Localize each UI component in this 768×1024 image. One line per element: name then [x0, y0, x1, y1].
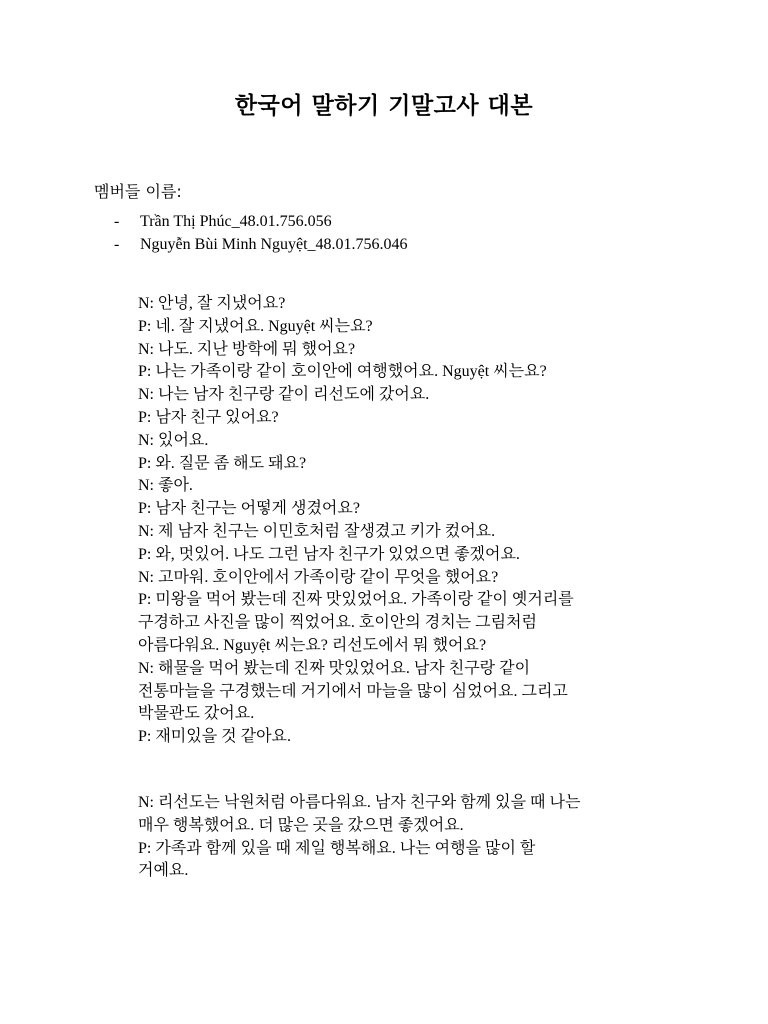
dialogue-line: P: 나는 가족이랑 같이 호이안에 여행했어요. Nguyệt 씨는요?	[138, 363, 547, 381]
dialogue-line: 박물관도 갔어요.	[138, 705, 255, 723]
members-label: 멤버들 이름:	[94, 182, 182, 201]
dialogue-part-1	[138, 293, 698, 749]
list-dash: -	[114, 236, 120, 253]
dialogue-line: N: 해물을 먹어 봤는데 진짜 맛있었어요. 남자 친구랑 같이	[138, 659, 531, 677]
member-item	[114, 210, 408, 233]
dialogue-line: P: 남자 친구 있어요?	[138, 408, 279, 426]
member-name: Trần Thị Phúc_48.01.756.056	[140, 213, 332, 230]
dialogue-line: P: 가족과 함께 있을 때 제일 행복해요. 나는 여행을 많이 할	[138, 839, 536, 857]
dialogue-line: 전통마늘을 구경했는데 거기에서 마늘을 많이 심었어요. 그리고	[138, 682, 568, 700]
dialogue-line: P: 와, 멋있어. 나도 그런 남자 친구가 있었으면 좋겠어요.	[138, 545, 520, 563]
dialogue-line: N: 있어요.	[138, 431, 209, 449]
dialogue-line: P: 남자 친구는 어떻게 생겼어요?	[138, 500, 360, 518]
dialogue-line: N: 안녕, 잘 지냈어요?	[138, 295, 286, 312]
list-dash: -	[114, 213, 120, 230]
member-item	[114, 233, 408, 256]
dialogue-line: N: 제 남자 친구는 이민호처럼 잘생겼고 키가 컸어요.	[138, 522, 496, 540]
dialogue-line: 아름다워요. Nguyệt 씨는요? 리선도에서 뭐 했어요?	[138, 636, 487, 654]
dialogue-line: N: 나도. 지난 방학에 뭐 했어요?	[138, 340, 356, 358]
dialogue-line: P: 미왕을 먹어 봤는데 진짜 맛있었어요. 가족이랑 같이 옛거리를	[138, 591, 574, 609]
dialogue-line: 거예요.	[138, 862, 189, 880]
document-title: 한국어 말하기 기말고사 대본	[234, 93, 534, 119]
dialogue-line: N: 고마워. 호이안에서 가족이랑 같이 무엇을 했어요?	[138, 568, 499, 586]
dialogue-line: N: 리선도는 낙원처럼 아름다워요. 남자 친구와 함께 있을 때 나는	[138, 794, 581, 811]
members-list	[114, 210, 408, 256]
member-name: Nguyễn Bùi Minh Nguyệt_48.01.756.046	[140, 236, 408, 253]
dialogue-line: P: 와. 질문 좀 해도 돼요?	[138, 454, 307, 472]
dialogue-line: 구경하고 사진을 많이 찍었어요. 호이안의 경치는 그림처럼	[138, 614, 537, 632]
dialogue-line: N: 나는 남자 친구랑 같이 리선도에 갔어요.	[138, 386, 430, 404]
dialogue-part-2	[138, 792, 698, 883]
dialogue-line: P: 네. 잘 지냈어요. Nguyệt 씨는요?	[138, 317, 373, 335]
dialogue-line: 매우 행복했어요. 더 많은 곳을 갔으면 좋겠어요.	[138, 816, 464, 834]
dialogue-line: N: 좋아.	[138, 477, 193, 495]
dialogue-line: P: 재미있을 것 같아요.	[138, 728, 291, 746]
